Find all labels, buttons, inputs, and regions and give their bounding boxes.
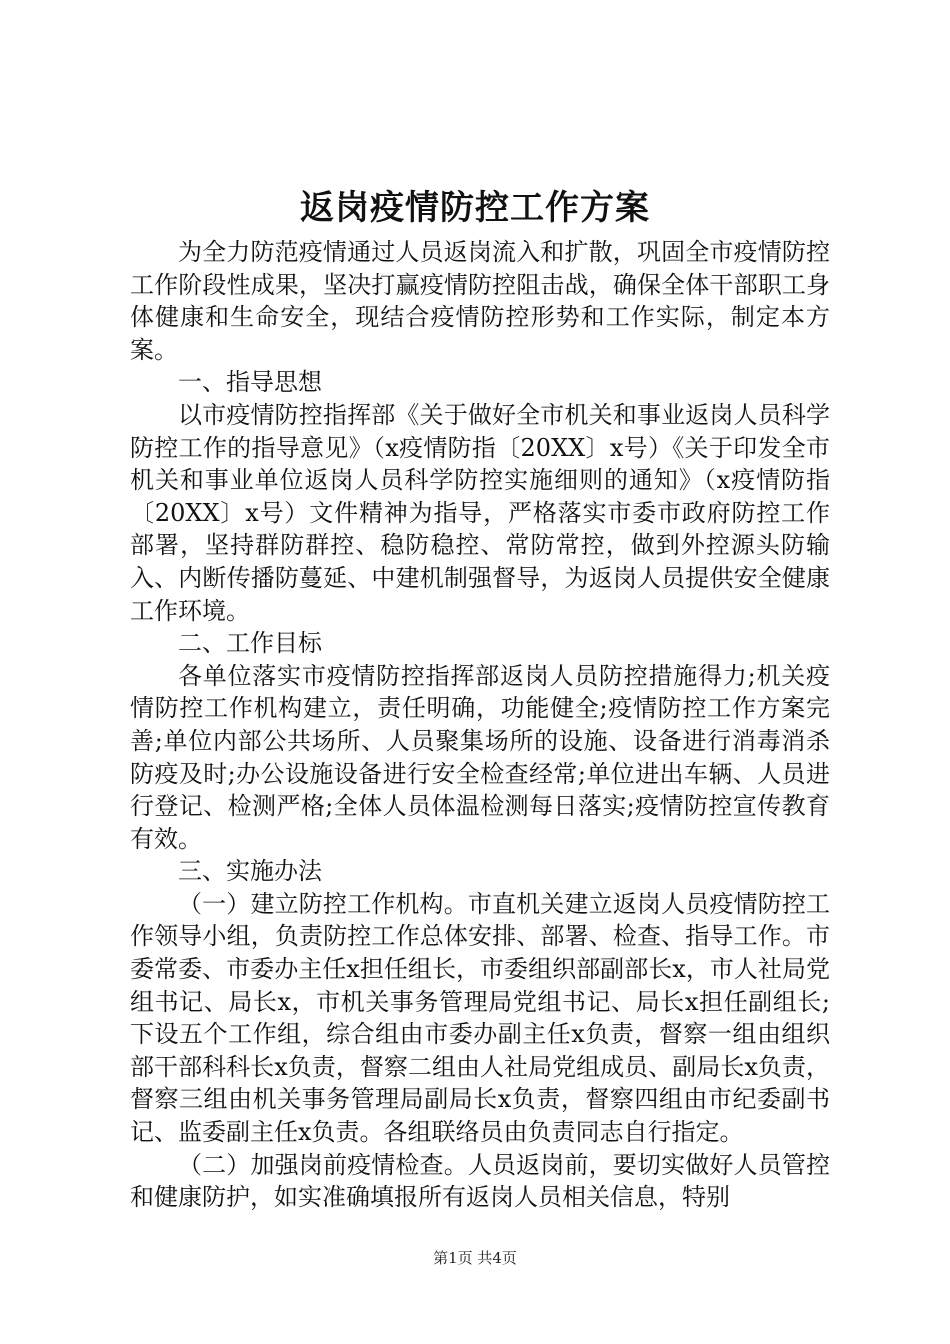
section-heading-work-goals: 二、工作目标 <box>178 629 322 658</box>
paragraph-guiding-thought: 以市疫情防控指挥部《关于做好全市机关和事业返岗人员科学防控工作的指导意见》（x疫情防指〔20XX〕x号）《关于印发全市机关和事业单位返岗人员科学防控实施细则的通知》（x疫情防指〔20XX〕x号）文件精神为指导，严格落实市委市政府防控工作部署，坚持群防群控、稳防稳控、常防常控，做到外控源头防输入、内断传播防蔓延、中建机制强督导，为返岗人员提供安全健康工作环境。 <box>130 400 830 625</box>
paragraph-implementation-2: （二）加强岗前疫情检查。人员返岗前，要切实做好人员管控和健康防护，如实准确填报所有返岗人员相关信息，特别 <box>130 1150 830 1212</box>
section-heading-implementation: 三、实施办法 <box>178 857 322 886</box>
document-body <box>130 236 830 1214</box>
paragraph-intro: 为全力防范疫情通过人员返岗流入和扩散，巩固全市疫情防控工作阶段性成果，坚决打赢疫情防控阻击战，确保全体干部职工身体健康和生命安全，现结合疫情防控形势和工作实际，制定本方案。 <box>130 238 830 364</box>
paragraph-implementation-1: （一）建立防控工作机构。市直机关建立返岗人员疫情防控工作领导小组，负责防控工作总体安排、部署、检查、指导工作。市委常委、市委办主任x担任组长，市委组织部副部长x，市人社局党组书记、局长x，市机关事务管理局党组书记、局长x担任副组长;下设五个工作组，综合组由市委办副主任x负责，督察一组由组织部干部科科长x负责，督察二组由人社局党组成员、副局长x负责，督察三组由机关事务管理局副局长x负责，督察四组由市纪委副书记、监委副主任x负责。各组联络员由负责同志自行指定。 <box>130 889 830 1147</box>
page-number-footer: 第1页 共4页 <box>433 1249 517 1267</box>
document-title: 返岗疫情防控工作方案 <box>300 188 650 228</box>
paragraph-work-goals: 各单位落实市疫情防控指挥部返岗人员防控措施得力;机关疫情防控工作机构建立，责任明确，功能健全;疫情防控工作方案完善;单位内部公共场所、人员聚集场所的设施、设备进行消毒消杀防疫及时;办公设施设备进行安全检查经常;单位进出车辆、人员进行登记、检测严格;全体人员体温检测每日落实;疫情防控宣传教育有效。 <box>130 661 830 853</box>
section-heading-guiding-thought: 一、指导思想 <box>178 368 322 397</box>
